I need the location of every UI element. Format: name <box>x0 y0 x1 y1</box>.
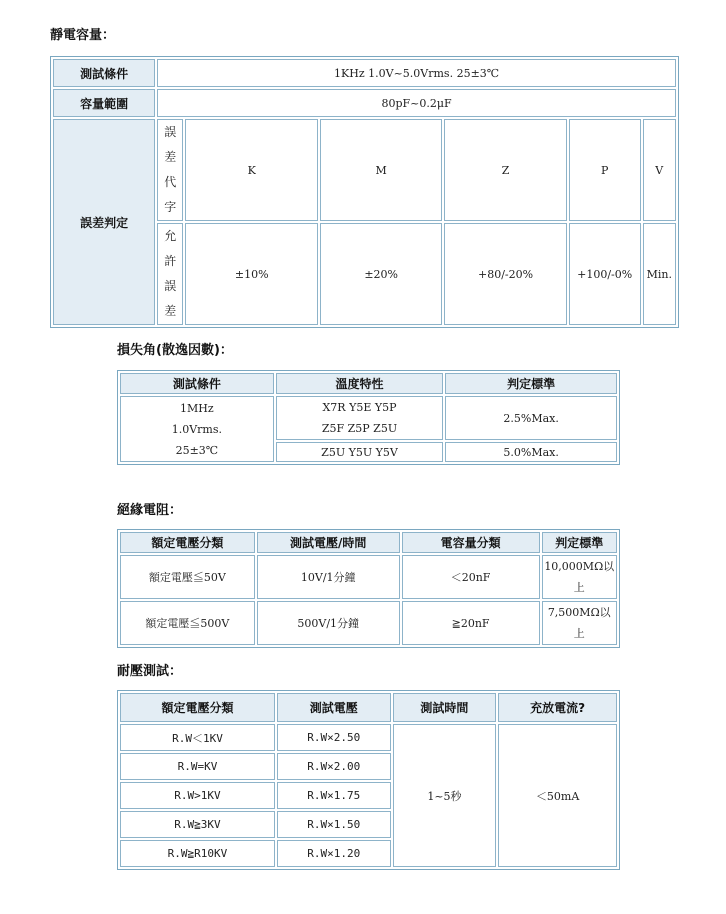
header-charge-current: 充放電流? <box>498 693 617 722</box>
standard-line: 10,000MΩ以 <box>544 560 615 573</box>
test-voltage: R.W×1.75 <box>277 782 391 809</box>
test-voltage: R.W×1.20 <box>277 840 391 867</box>
header-standard: 判定標準 <box>445 373 617 394</box>
table-row <box>53 59 676 87</box>
charge-current: ＜50mA <box>498 724 617 867</box>
insulation-heading: 絕緣電阻： <box>117 503 183 518</box>
test-voltage-time: 500V/1分鐘 <box>257 601 400 645</box>
dissipation-standard: 5.0%Max. <box>445 442 617 462</box>
insulation-standard <box>542 601 618 645</box>
table-row <box>120 724 617 751</box>
rated-voltage: 額定電壓≦50V <box>120 555 255 599</box>
temp-characteristic <box>276 396 444 440</box>
test-condition-value: 1KHz 1.0V~5.0Vrms. 25±3℃ <box>157 59 676 87</box>
range-value: 80pF~0.2μF <box>157 89 676 117</box>
standard-line: 7,500MΩ以 <box>547 606 611 619</box>
condition-line: 1MHz <box>180 401 214 415</box>
code-z: Z <box>444 119 566 221</box>
rated-voltage: 額定電壓≦500V <box>120 601 255 645</box>
test-voltage: R.W×2.00 <box>277 753 391 780</box>
table-row <box>53 89 676 117</box>
withstand-table <box>117 690 620 870</box>
capacitance-table <box>50 56 679 328</box>
table-row <box>120 396 617 440</box>
header-test-condition: 測試條件 <box>120 373 274 394</box>
header-rated-voltage: 額定電壓分類 <box>120 532 255 553</box>
rated-voltage: R.W＜1KV <box>120 724 275 751</box>
test-voltage: R.W×2.50 <box>277 724 391 751</box>
test-condition-label: 測試條件 <box>53 59 155 87</box>
dissipation-condition <box>120 396 274 462</box>
table-row <box>120 373 617 394</box>
range-label: 容量範圍 <box>53 89 155 117</box>
condition-line: 1.0Vrms. <box>171 422 222 436</box>
table-row <box>120 555 617 599</box>
dissipation-table <box>117 370 620 465</box>
header-temp-characteristic: 溫度特性 <box>276 373 444 394</box>
table-row <box>120 601 617 645</box>
table-row <box>120 532 617 553</box>
dissipation-standard: 2.5%Max. <box>445 396 617 440</box>
tolerance-v: Min. <box>643 223 676 325</box>
condition-line: 25±3℃ <box>175 443 219 457</box>
tolerance-label: 誤差判定 <box>53 119 155 325</box>
code-v: V <box>643 119 676 221</box>
capacitance-heading: 靜電容量： <box>50 28 116 43</box>
code-p: P <box>569 119 641 221</box>
header-test-voltage-time: 測試電壓/時間 <box>257 532 400 553</box>
header-test-time: 測試時間 <box>393 693 497 722</box>
header-test-voltage: 測試電壓 <box>277 693 391 722</box>
header-rated-voltage: 額定電壓分類 <box>120 693 275 722</box>
temp-line: Z5F Z5P Z5U <box>321 422 398 435</box>
rated-voltage: R.W≧3KV <box>120 811 275 838</box>
tolerance-k: ±10% <box>185 223 318 325</box>
code-label: 誤 差 代 字 <box>157 119 183 221</box>
temp-line: X7R Y5E Y5P <box>322 401 397 414</box>
code-k: K <box>185 119 318 221</box>
capacitance-class: ≧20nF <box>402 601 540 645</box>
test-time: 1~5秒 <box>393 724 497 867</box>
tolerance-z: +80/-20% <box>444 223 566 325</box>
temp-characteristic: Z5U Y5U Y5V <box>276 442 444 462</box>
table-row <box>53 119 676 221</box>
code-m: M <box>320 119 442 221</box>
dissipation-heading: 損失角(散逸因數)： <box>117 343 233 358</box>
tolerance-m: ±20% <box>320 223 442 325</box>
test-voltage-time: 10V/1分鐘 <box>257 555 400 599</box>
insulation-standard <box>542 555 618 599</box>
capacitance-class: ＜20nF <box>402 555 540 599</box>
withstand-heading: 耐壓測試： <box>117 664 183 679</box>
allowed-label: 允 許 誤 差 <box>157 223 183 325</box>
test-voltage: R.W×1.50 <box>277 811 391 838</box>
standard-line: 上 <box>573 627 585 640</box>
tolerance-p: +100/-0% <box>569 223 641 325</box>
standard-line: 上 <box>573 581 585 594</box>
rated-voltage: R.W≧R10KV <box>120 840 275 867</box>
rated-voltage: R.W>1KV <box>120 782 275 809</box>
header-standard: 判定標準 <box>542 532 618 553</box>
insulation-table <box>117 529 620 648</box>
rated-voltage: R.W=KV <box>120 753 275 780</box>
table-row <box>120 693 617 722</box>
header-capacitance-class: 電容量分類 <box>402 532 540 553</box>
